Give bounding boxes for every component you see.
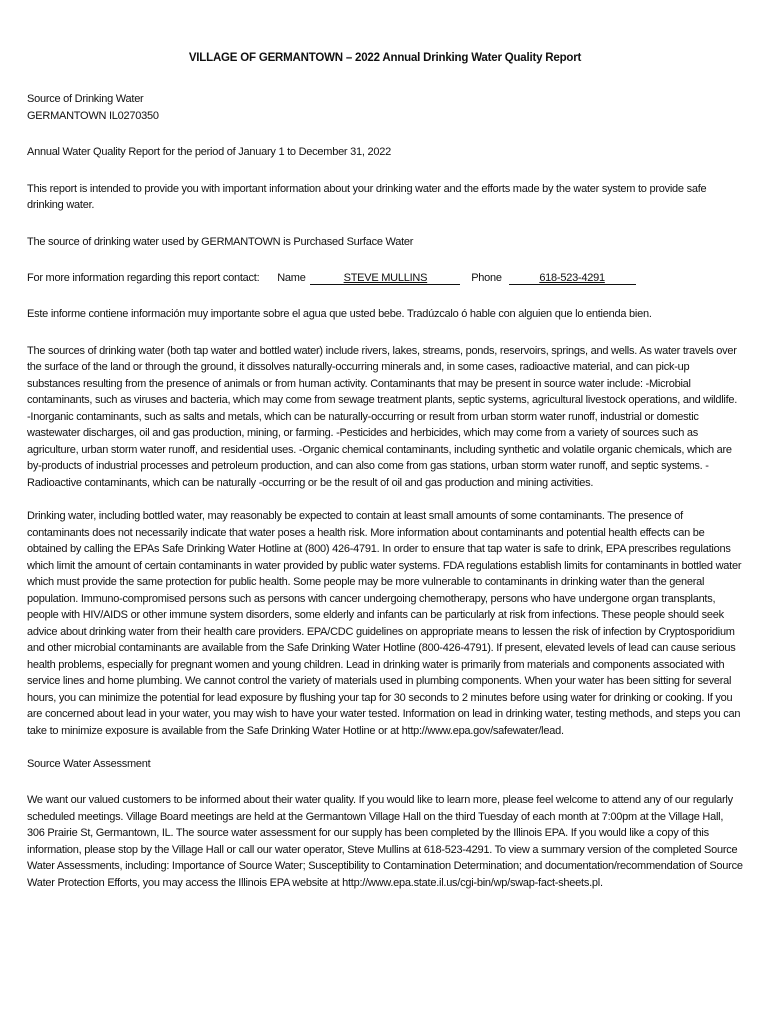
assessment-heading: Source Water Assessment <box>27 758 151 770</box>
source-heading: Source of Drinking Water <box>27 93 144 105</box>
source-of-water-block <box>27 91 743 124</box>
contact-phone: 618-523-4291 <box>539 272 605 284</box>
contaminants-paragraph: The sources of drinking water (both tap water and bottled water) include rivers, lakes, streams, ponds, reservoirs, springs, and wells. As water travels over the surface of the land or through the ground, it dissolves naturally-occurring minerals and, in some cases, radioactive material, and can pick-up substances resulting from the presence of animals or from human activity. Contaminants that may be present in source water include: -Microbial contaminants, such as viruses and bacteria, which may come from sewage treatment plants, septic systems, agricultural livestock operations, and wildlife. -Inorganic contaminants, such as salts and metals, which can be naturally-occurring or result from urban storm water runoff, industrial or domestic wastewater discharges, oil and gas production, mining, or farming. -Pesticides and herbicides, which may come from a variety of sources such as agriculture, urban storm water runoff, and residential uses. -Organic chemical contaminants, including synthetic and volatile organic chemicals, which are by-products of industrial processes and petroleum production, and can also come from gas stations, urban storm water runoff, and septic systems. -Radioactive contaminants, which can be naturally -occurring or be the result of oil and gas production and mining activities. <box>27 344 738 489</box>
name-label: Name <box>277 272 306 284</box>
spanish-notice: Este informe contiene información muy importante sobre el agua que usted bebe. Tradúzcalo ó hable con alguien que lo entienda bien. <box>27 308 652 320</box>
intro-paragraph: This report is intended to provide you with important information about your drinking water and the efforts made by the water system to provide safe drinking water. <box>27 182 707 211</box>
phone-field <box>509 272 636 285</box>
report-period: Annual Water Quality Report for the period of January 1 to December 31, 2022 <box>27 146 391 158</box>
report-title: VILLAGE OF GERMANTOWN – 2022 Annual Drinking Water Quality Report <box>188 52 582 64</box>
contact-label: For more information regarding this report contact: <box>27 272 260 284</box>
source-type: The source of drinking water used by GERMANTOWN is Purchased Surface Water <box>27 235 414 248</box>
contact-row <box>27 270 743 286</box>
name-field <box>310 272 460 285</box>
health-paragraph: Drinking water, including bottled water, may reasonably be expected to contain at least small amounts of some contaminants. The presence of contaminants does not necessarily indicate that water poses a health risk. More information about contaminants and potential health effects can be obtained by calling the EPAs Safe Drinking Water Hotline at (800) 426-4791. In order to ensure that tap water is safe to drink, EPA prescribes regulations which limit the amount of certain contaminants in water provided by public water systems. FDA regulations establish limits for contaminants in bottled water which must provide the same protection for public health. Some people may be more vulnerable to contaminants in drinking water than the general population. Immuno-compromised persons such as persons with cancer undergoing chemotherapy, persons who have undergone organ transplants, people with HIV/AIDS or other immune system disorders, some elderly and infants can be particularly at risk from infections. These people should seek advice about drinking water from their health care providers. EPA/CDC guidelines on appropriate means to lessen the risk of infection by Cryptosporidium and other microbial contaminants are available from the Safe Drinking Water Hotline (800-426-4791). If present, elevated levels of lead can cause serious health problems, especially for pregnant women and young children. Lead in drinking water is primarily from materials and components associated with service lines and home plumbing. We cannot control the variety of materials used in plumbing components. When your water has been sitting for several hours, you can minimize the potential for lead exposure by flushing your tap for 30 seconds to 2 minutes before using water for drinking or cooking. If you are concerned about lead in your water, you may wish to have your water tested. Information on lead in drinking water, testing methods, and steps you can take to minimize exposure is available from the Safe Drinking Water Hotline or at http://www.epa.gov/safewater/lead. <box>27 510 742 737</box>
phone-label: Phone <box>471 272 502 284</box>
system-id: GERMANTOWN IL0270350 <box>27 109 159 122</box>
assessment-paragraph: We want our valued customers to be informed about their water quality. If you would like to learn more, please feel welcome to attend any of our regularly scheduled meetings. Village Board meetings are held at the Germantown Village Hall on the third Tuesday of each month at 7:00pm at the Village Hall, 306 Prairie St, Germantown, IL. The source water assessment for our supply has been completed by the Illinois EPA. If you would like a copy of this information, please stop by the Village Hall or call our water operator, Steve Mullins at 618-523-4291. To view a summary version of the completed Source Water Assessments, including: Importance of Source Water; Susceptibility to Contamination Determination; and documentation/recommendation of Source Water Protection Efforts, you may access the Illinois EPA website at http://www.epa.state.il.us/cgi-bin/wp/swap-fact-sheets.pl. <box>27 794 743 889</box>
contact-name: STEVE MULLINS <box>343 272 428 284</box>
